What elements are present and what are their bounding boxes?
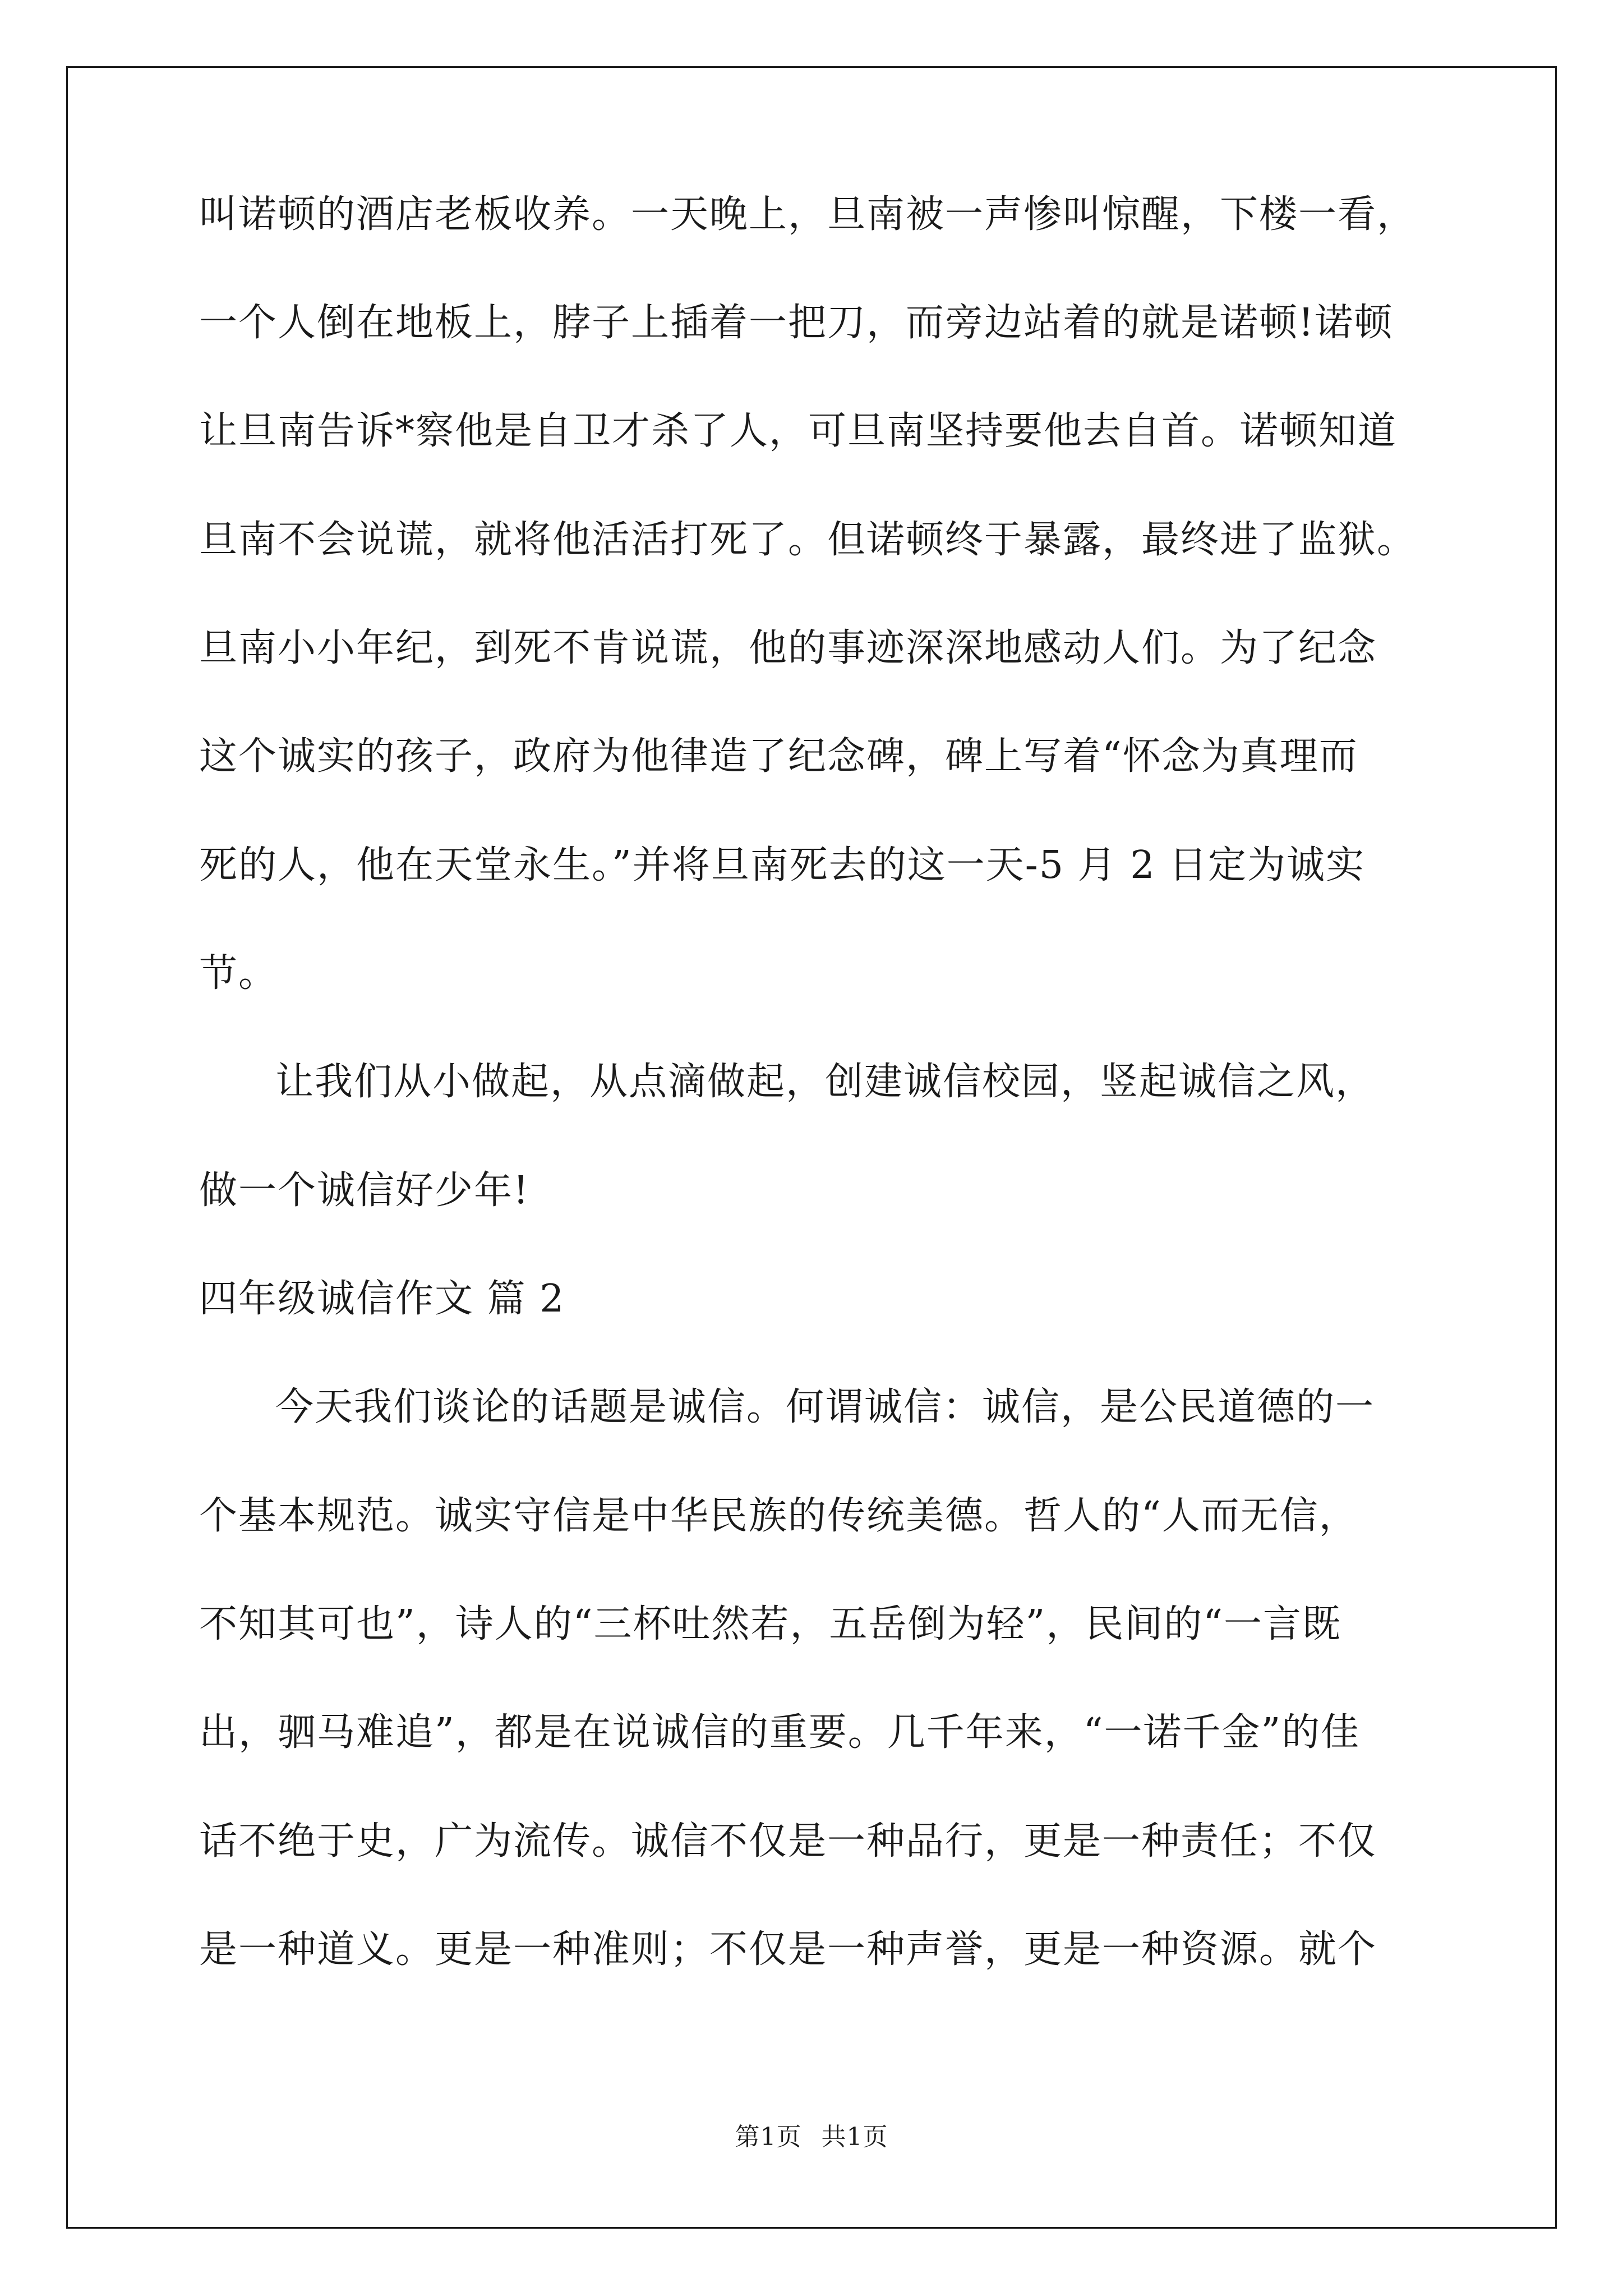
page-total: 共1页 [821, 2123, 888, 2151]
text-line: 叫诺顿的酒店老板收养。一天晚上，旦南被一声惨叫惊醒，下楼一看， [199, 192, 1417, 237]
text-line: 这个诚实的孩子，政府为他律造了纪念碑，碑上写着“怀念为真理而 [199, 734, 1358, 779]
page-border [66, 66, 1557, 2229]
text-line: 旦南小小年纪，到死不肯说谎，他的事迹深深地感动人们。为了纪念 [199, 626, 1377, 670]
section-heading: 四年级诚信作文 篇 2 [199, 1277, 565, 1321]
text-line: 旦南不会说谎，就将他活活打死了。但诺顿终于暴露，最终进了监狱。 [199, 518, 1417, 562]
text-line: 做一个诚信好少年! [199, 1168, 530, 1213]
text-line: 话不绝于史，广为流传。诚信不仅是一种品行，更是一种责任；不仅 [199, 1819, 1377, 1864]
page-footer [0, 2120, 1623, 2154]
text-line: 让旦南告诉*察他是自卫才杀了人，可旦南坚持要他去自首。诺顿知道 [199, 409, 1398, 453]
text-line: 出，驷马难追”，都是在说诚信的重要。几千年来，“一诺千金”的佳 [199, 1710, 1361, 1755]
text-line: 不知其可也”，诗人的“三杯吐然若，五岳倒为轻”，民间的“一言既 [199, 1602, 1342, 1646]
paragraph-start-line: 今天我们谈论的话题是诚信。何谓诚信：诚信，是公民道德的一 [275, 1385, 1375, 1429]
text-line: 死的人，他在天堂永生。”并将旦南死去的这一天-5 月 2 日定为诚实 [199, 843, 1366, 887]
page-number: 第1页 [735, 2123, 802, 2151]
text-line: 是一种道义。更是一种准则；不仅是一种声誉，更是一种资源。就个 [199, 1927, 1377, 1972]
text-line: 个基本规范。诚实守信是中华民族的传统美德。哲人的“人而无信， [199, 1494, 1358, 1538]
text-line: 一个人倒在地板上，脖子上插着一把刀，而旁边站着的就是诺顿!诺顿 [199, 301, 1394, 345]
text-line: 节。 [199, 951, 278, 996]
paragraph-start-line: 让我们从小做起，从点滴做起，创建诚信校园，竖起诚信之风， [275, 1060, 1375, 1104]
